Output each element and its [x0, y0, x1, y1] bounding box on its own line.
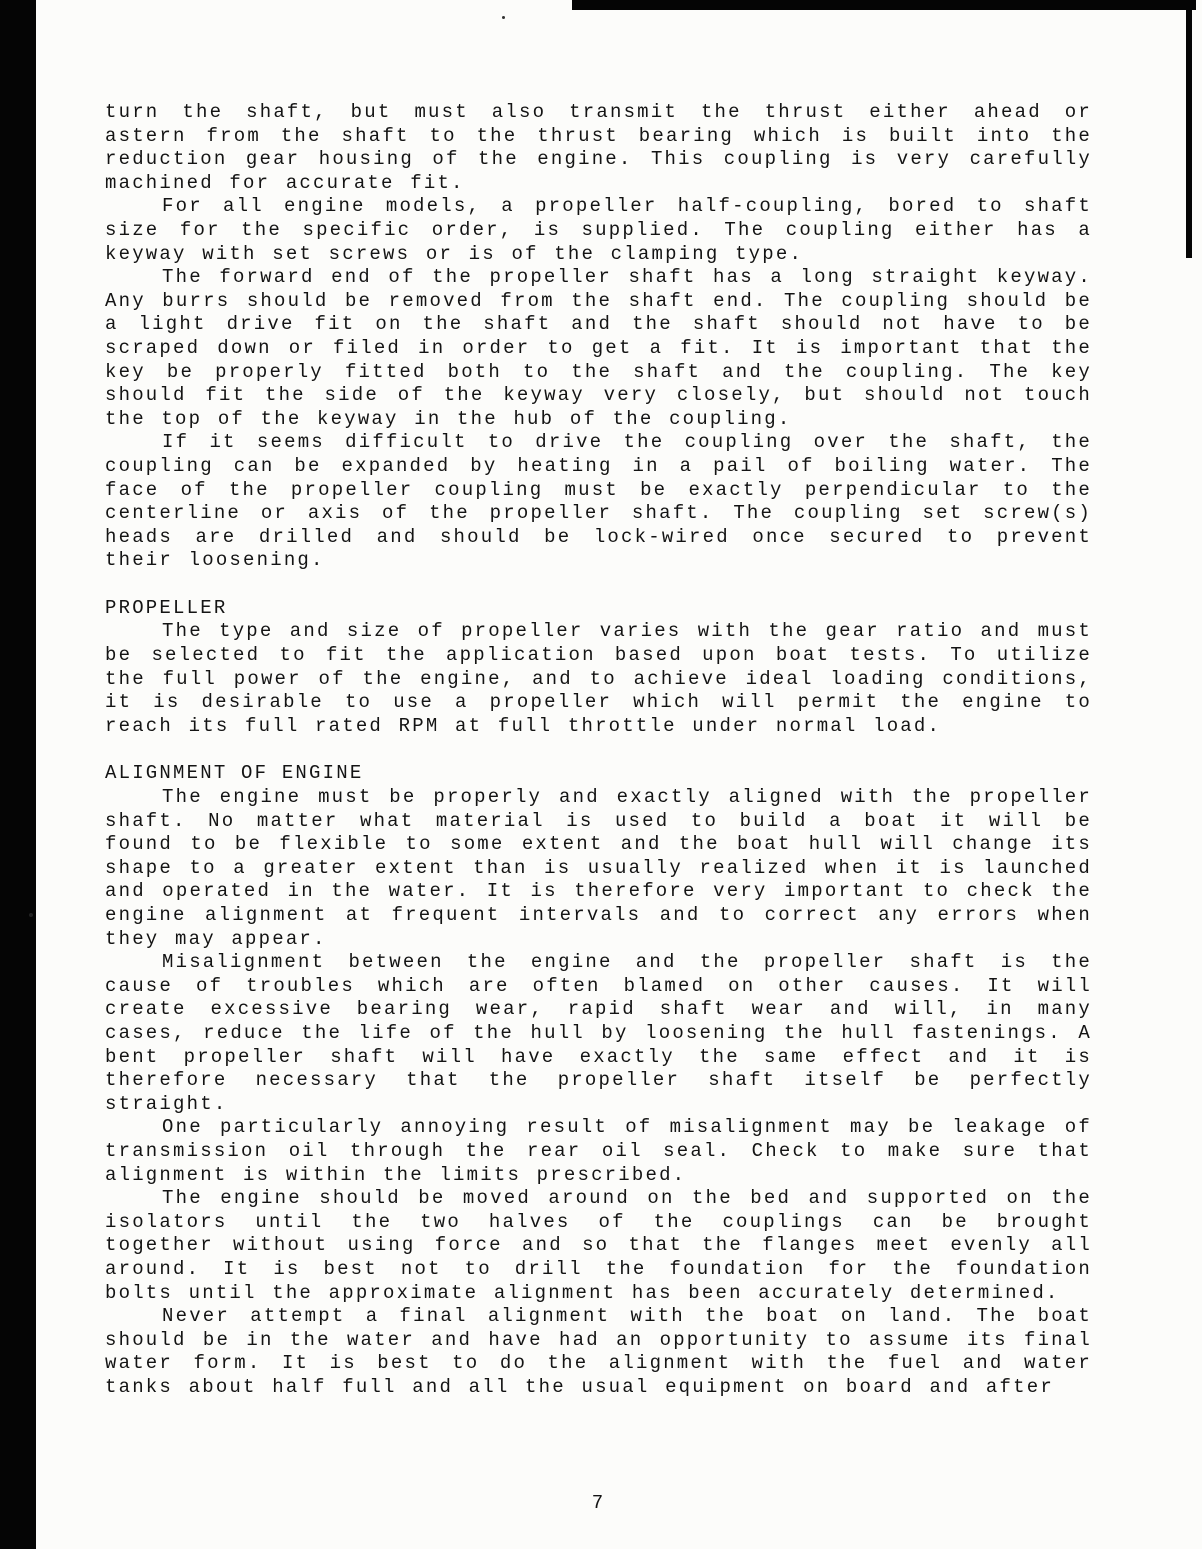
section-coupling-continued: [105, 101, 1092, 573]
paragraph: One particularly annoying result of misalignment may be leakage of transmission oil through the rear oil seal. Check to make sure that alignment is within the limits prescribed.: [105, 1116, 1092, 1186]
page-content: [105, 101, 1092, 1399]
section-alignment-of-engine: [105, 762, 1092, 1399]
paragraph: turn the shaft, but must also transmit the thrust either ahead or astern from the shaft to the thrust bearing which is built into the reduction gear housing of the engine. This coupling is very carefully machined for accurate fit.: [105, 101, 1092, 194]
paragraph: The type and size of propeller varies with the gear ratio and must be selected to fit the application based upon boat tests. To utilize the full power of the engine, and to achieve ideal loading conditions, it is desirable to use a propeller which will permit the engine to reach its full rated RPM at full throttle under normal load.: [105, 620, 1092, 737]
paragraph: Misalignment between the engine and the propeller shaft is the cause of troubles which are often blamed on other causes. It will create excessive bearing wear, rapid shaft wear and will, in many cases, reduce the life of the hull by loosening the hull fastenings. A bent propeller shaft will have exactly the same effect and it is therefore necessary that the propeller shaft itself be perfectly straight.: [105, 951, 1092, 1115]
scan-edge-left: [0, 0, 36, 1549]
paragraph: If it seems difficult to drive the coupling over the shaft, the coupling can be expanded by heating in a pail of boiling water. The face of the propeller coupling must be exactly perpendicular to the centerline or axis of the propeller shaft. The coupling set screw(s) heads are drilled and should be lock-wired once secured to prevent their loosening.: [105, 431, 1092, 572]
section-heading-alignment: ALIGNMENT OF ENGINE: [105, 762, 364, 785]
paragraph: The forward end of the propeller shaft has a long straight keyway. Any burrs should be removed from the shaft end. The coupling should be a light drive fit on the shaft and the shaft should not have to be scraped down or filed in order to get a fit. It is important that the key be properly fitted both to the shaft and the coupling. The key should fit the side of the keyway very closely, but should not touch the top of the keyway in the hub of the coupling.: [105, 266, 1092, 430]
scan-speck: [502, 16, 505, 19]
scan-edge-top-right: [572, 0, 1196, 10]
section-heading-propeller: PROPELLER: [105, 596, 228, 619]
paragraph: The engine must be properly and exactly aligned with the propeller shaft. No matter what material is used to build a boat it will be found to be flexible to some extent and the boat hull will change its shape to a greater extent than is usually realized when it is launched and operated in the water. It is therefore very important to check the engine alignment at frequent intervals and to correct any errors when they may appear.: [105, 786, 1092, 950]
paragraph: Never attempt a final alignment with the boat on land. The boat should be in the water and have had an opportunity to assume its final water form. It is best to do the alignment with the fuel and water tanks about half full and all the usual equipment on board and after: [105, 1305, 1092, 1398]
paragraph: For all engine models, a propeller half-coupling, bored to shaft size for the specific order, is supplied. The coupling either has a keyway with set screws or is of the clamping type.: [105, 195, 1092, 265]
page-number: 7: [591, 1492, 606, 1514]
scan-edge-right: [1186, 0, 1192, 258]
paragraph: The engine should be moved around on the bed and supported on the isolators until the two halves of the couplings can be brought together without using force and so that the flanges meet evenly all around. It is best not to drill the foundation for the foundation bolts until the approximate alignment has been accurately determined.: [105, 1187, 1092, 1304]
scan-speck: [29, 913, 33, 917]
section-propeller: [105, 597, 1092, 739]
